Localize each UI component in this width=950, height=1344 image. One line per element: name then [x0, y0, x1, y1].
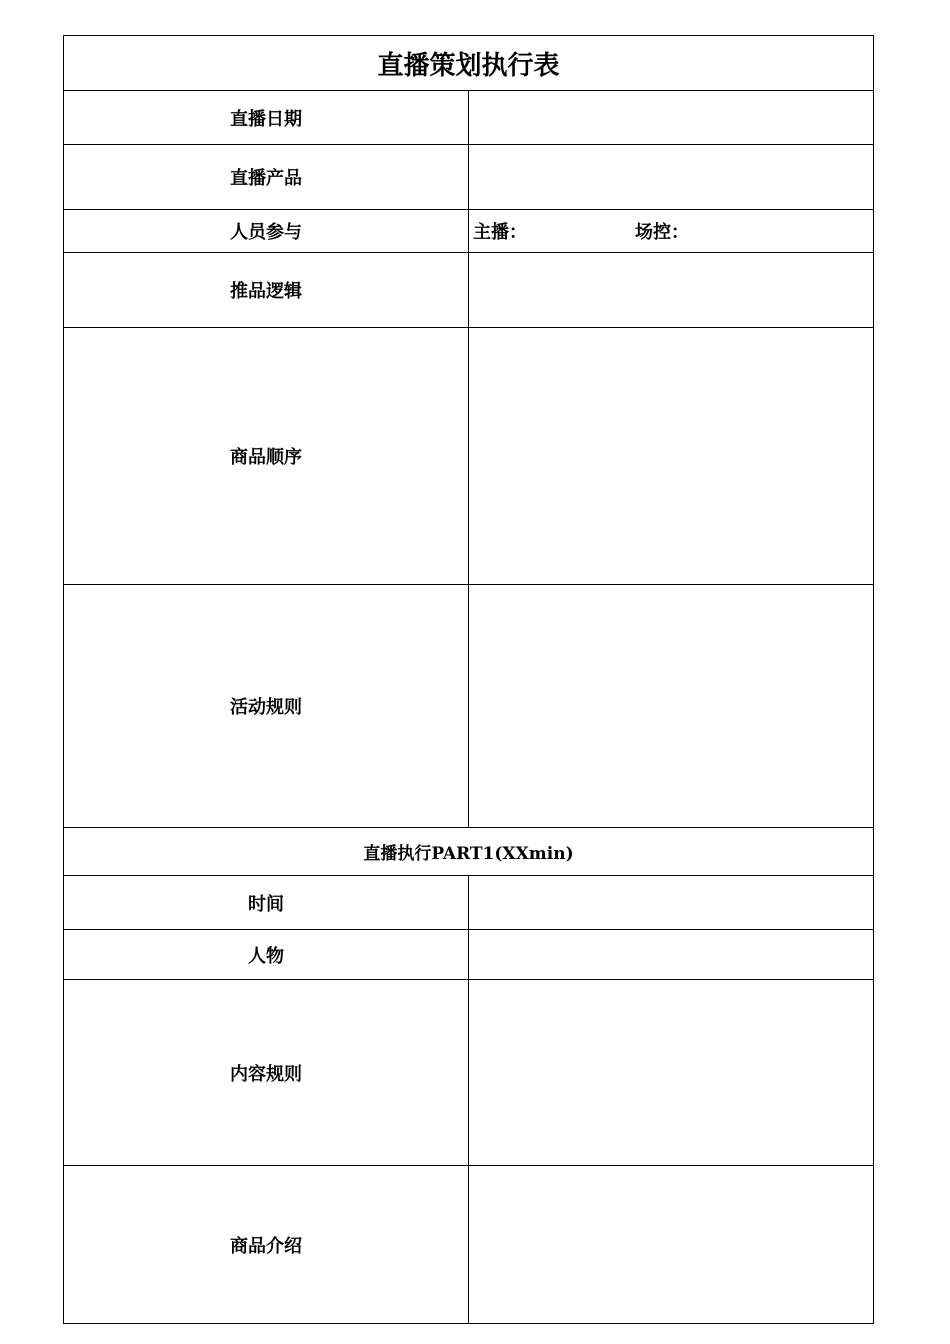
row-date	[64, 91, 874, 145]
label-time: 时间	[64, 876, 469, 930]
label-activity-rules: 活动规则	[64, 585, 469, 828]
label-push-logic: 推品逻辑	[64, 253, 469, 328]
value-time[interactable]	[469, 876, 874, 930]
row-content-rules	[64, 980, 874, 1166]
value-activity-rules[interactable]	[469, 585, 874, 828]
row-product-intro	[64, 1166, 874, 1324]
value-staff[interactable]	[469, 210, 874, 253]
form-title: 直播策划执行表	[64, 36, 874, 91]
label-date: 直播日期	[64, 91, 469, 145]
row-product-order	[64, 328, 874, 585]
title-row	[64, 36, 874, 91]
plan-table	[63, 35, 874, 1324]
label-staff: 人员参与	[64, 210, 469, 253]
live-stream-plan-sheet	[63, 35, 874, 1324]
value-date[interactable]	[469, 91, 874, 145]
host-field-label: 主播：	[473, 222, 527, 243]
value-push-logic[interactable]	[469, 253, 874, 328]
row-activity-rules	[64, 585, 874, 828]
section-title: 直播执行PART1(XXmin)	[64, 828, 874, 876]
value-person[interactable]	[469, 930, 874, 980]
label-product-order: 商品顺序	[64, 328, 469, 585]
row-push-logic	[64, 253, 874, 328]
value-content-rules[interactable]	[469, 980, 874, 1166]
row-person	[64, 930, 874, 980]
control-field-label: 场控：	[635, 222, 689, 243]
label-product-intro: 商品介绍	[64, 1166, 469, 1324]
row-product	[64, 145, 874, 210]
value-product-order[interactable]	[469, 328, 874, 585]
label-person: 人物	[64, 930, 469, 980]
row-time	[64, 876, 874, 930]
label-content-rules: 内容规则	[64, 980, 469, 1166]
label-product: 直播产品	[64, 145, 469, 210]
section-header-row	[64, 828, 874, 876]
value-product[interactable]	[469, 145, 874, 210]
row-staff	[64, 210, 874, 253]
value-product-intro[interactable]	[469, 1166, 874, 1324]
